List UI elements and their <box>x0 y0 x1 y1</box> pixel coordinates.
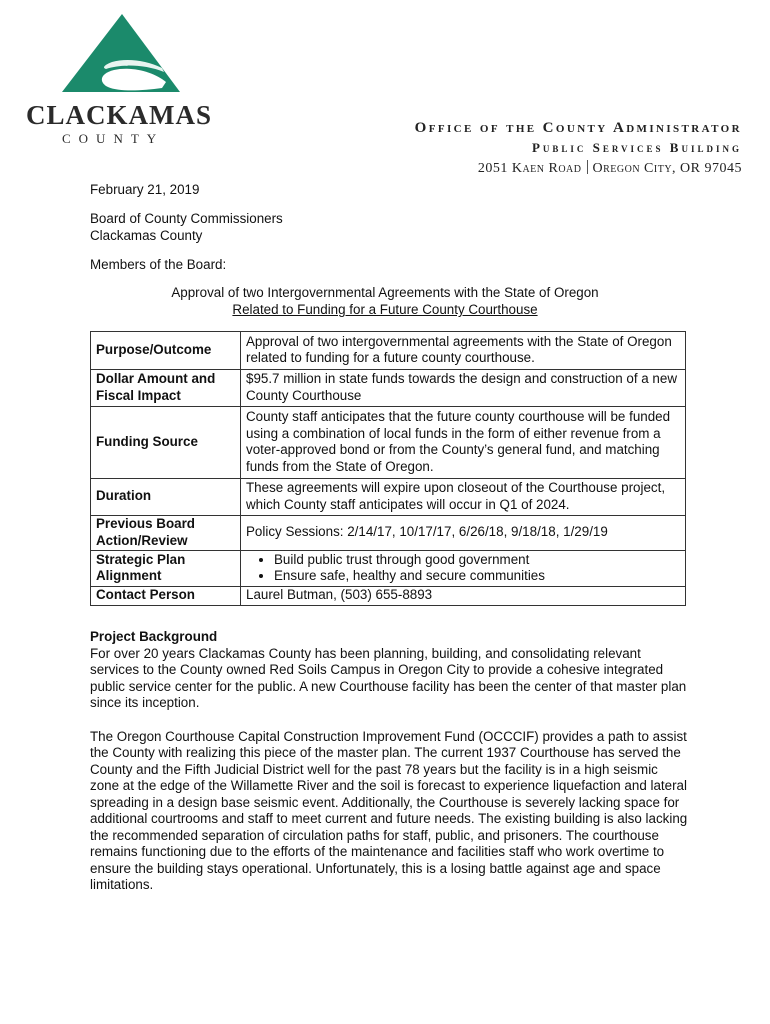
row-value: Policy Sessions: 2/14/17, 10/17/17, 6/26/18, 9/18/18, 1/29/19 <box>241 516 686 551</box>
list-item: • Build public trust through good government <box>274 552 682 569</box>
row-value: Approval of two intergovernmental agreements with the State of Oregon related to funding for a future county courthouse. <box>241 332 686 370</box>
salutation: Members of the Board: <box>90 257 227 272</box>
row-label: Purpose/Outcome <box>91 332 241 370</box>
section-heading: Project Background <box>90 629 218 644</box>
title-line-2: Related to Funding for a Future County Courthouse <box>232 302 538 317</box>
county-logo <box>24 12 214 146</box>
street-address <box>415 160 742 177</box>
row-label: Duration <box>91 479 241 516</box>
table-row <box>91 332 686 370</box>
summary-table <box>90 331 686 606</box>
building-name: Public Services Building <box>531 140 742 155</box>
street: 2051 Kaen Road <box>477 161 582 176</box>
logo-org-sub: COUNTY <box>62 131 165 146</box>
letter-title <box>90 284 680 318</box>
row-label: Strategic Plan Alignment <box>91 551 241 587</box>
row-label: Dollar Amount and Fiscal Impact <box>91 370 241 407</box>
logo-org-name: CLACKAMAS <box>26 100 213 130</box>
row-label: Contact Person <box>91 587 241 606</box>
table-row <box>91 516 686 551</box>
logo-triangle-icon <box>54 12 184 97</box>
row-value: County staff anticipates that the future county courthouse will be funded using a combination of local funds in the form of either revenue from a voter-approved bond or from the County’s general fund, and matching funds from the State of Oregon. <box>241 407 686 479</box>
table-row <box>91 587 686 606</box>
row-value: $95.7 million in state funds towards the design and construction of a new County Courthouse <box>241 370 686 407</box>
row-value: Laurel Butman, (503) 655-8893 <box>241 587 686 606</box>
list-item: • Ensure safe, healthy and secure communities <box>274 568 682 585</box>
recipient-block <box>90 210 690 244</box>
address-divider <box>587 160 588 174</box>
letterhead-address <box>415 120 742 177</box>
office-name: Office of the County Administrator <box>414 120 742 136</box>
letter-date: February 21, 2019 <box>90 182 200 197</box>
paragraph: For over 20 years Clackamas County has been planning, building, and consolidating relevant services to the County owned Red Soils Campus in Oregon City to provide a cohesive integrated public service center for the public. A new Courthouse facility has been the center of that master plan since its inception. <box>90 645 687 710</box>
row-label: Funding Source <box>91 407 241 479</box>
project-background <box>90 629 690 894</box>
table-row <box>91 479 686 516</box>
row-value <box>241 551 686 587</box>
table-row <box>91 551 686 587</box>
strategic-bullets <box>246 552 682 585</box>
recipient-line: Clackamas County <box>90 228 203 243</box>
row-value: These agreements will expire upon closeout of the Courthouse project, which County staff anticipates will occur in Q1 of 2024. <box>241 479 686 516</box>
city: Oregon City, OR 97045 <box>592 161 742 176</box>
table-row <box>91 370 686 407</box>
title-line-1: Approval of two Intergovernmental Agreements with the State of Oregon <box>171 285 599 300</box>
recipient-line: Board of County Commissioners <box>90 211 283 226</box>
table-row <box>91 407 686 479</box>
row-label: Previous Board Action/Review <box>91 516 241 551</box>
paragraph: The Oregon Courthouse Capital Construction Improvement Fund (OCCCIF) provides a path to assist the County with realizing this piece of the master plan. The current 1937 Courthouse has served the County and the Fifth Judicial District well for the past 78 years but the facility is in a high seismic zone at the edge of the Willamette River and the soil is forecast to experience liquefaction and lateral spreading in a design base seismic event. Additionally, the Courthouse is severely lacking space for additional courtrooms and staff to meet current and future needs. The existing building is also lacking the recommended separation of circulation paths for staff, public, and prisoners. The courthouse remains functioning due to the efforts of the maintenance and facilities staff who work overtime to ensure the building stays operational. Unfortunately, this is a losing battle against age and space limitations. <box>90 728 688 892</box>
